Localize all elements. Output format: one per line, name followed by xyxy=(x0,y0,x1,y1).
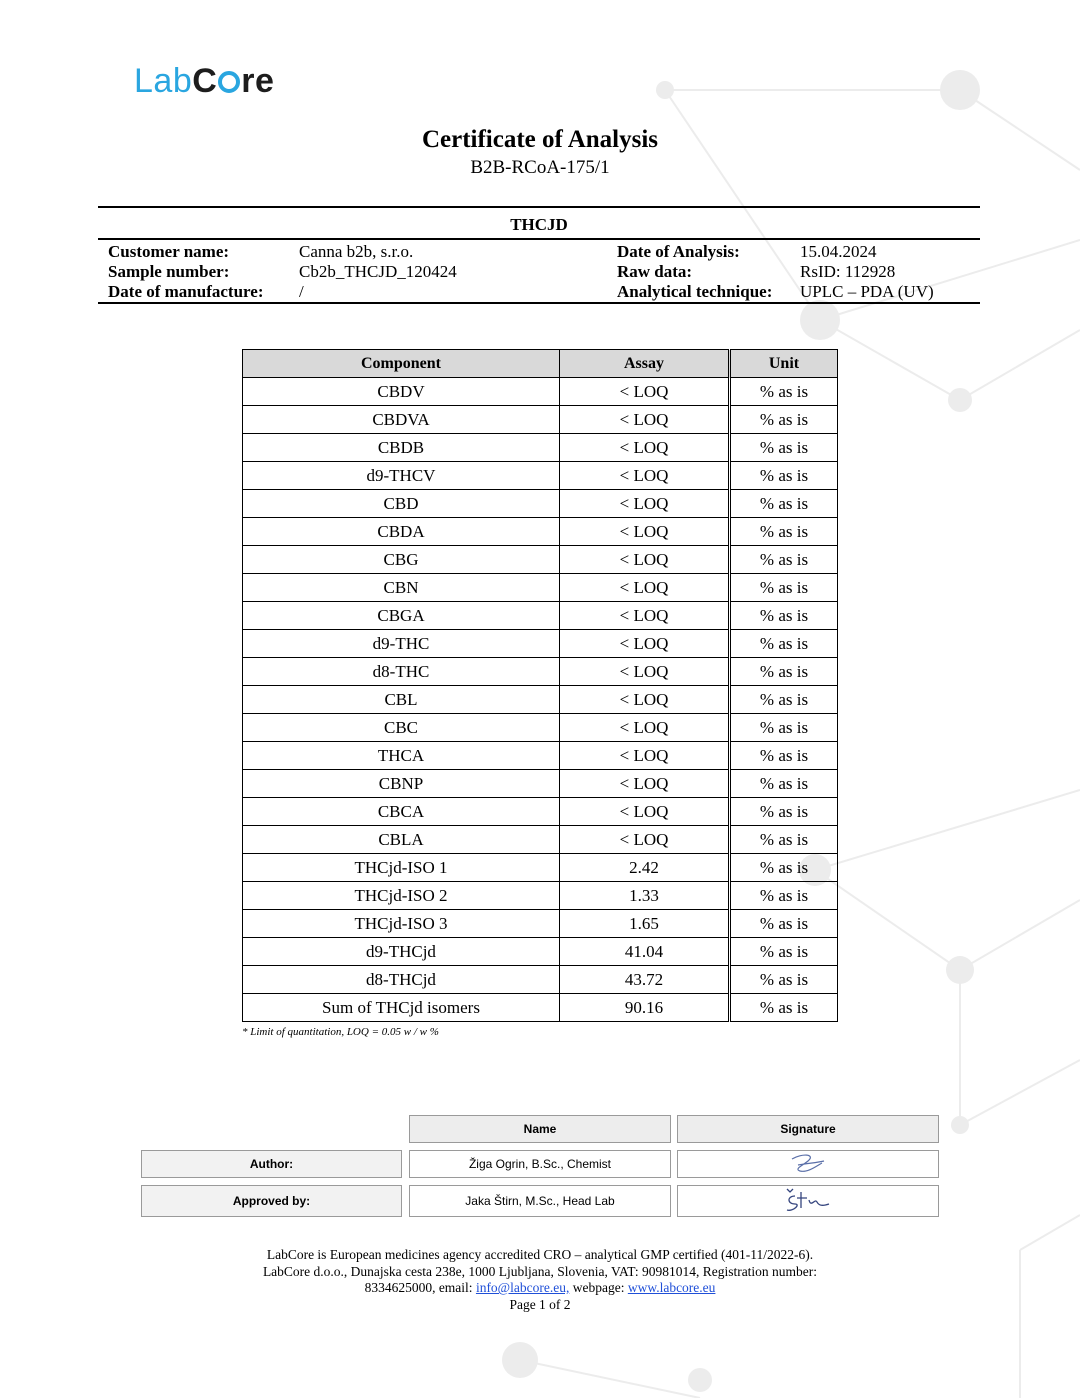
component-cell: CBG xyxy=(243,546,560,574)
sample-number-label: Sample number: xyxy=(108,262,230,281)
author-signature xyxy=(677,1150,939,1178)
assay-cell: 2.42 xyxy=(560,854,730,882)
assay-cell: < LOQ xyxy=(560,742,730,770)
unit-cell: % as is xyxy=(730,854,838,882)
footer-contact: 8334625000, email: info@labcore.eu, webpage: www.labcore.eu xyxy=(364,1280,716,1295)
author-signature-scribble-icon xyxy=(778,1151,838,1177)
table-row xyxy=(243,462,838,490)
unit-cell: % as is xyxy=(730,406,838,434)
product-name: THCJD xyxy=(510,215,568,234)
loq-footnote: * Limit of quantitation, LOQ = 0.05 w / w % xyxy=(242,1026,439,1038)
component-cell: CBCA xyxy=(243,798,560,826)
customer-value: Canna b2b, s.r.o. xyxy=(299,242,414,261)
table-row xyxy=(243,686,838,714)
component-cell: CBNP xyxy=(243,770,560,798)
certificate-code: B2B-RCoA-175/1 xyxy=(470,157,610,178)
table-row xyxy=(243,378,838,406)
unit-cell: % as is xyxy=(730,966,838,994)
footer-accreditation: LabCore is European medicines agency accredited CRO – analytical GMP certified (401-11/2022-6). xyxy=(266,1247,814,1262)
analysis-date-label: Date of Analysis: xyxy=(617,242,740,261)
component-cell: THCA xyxy=(243,742,560,770)
unit-cell: % as is xyxy=(730,546,838,574)
sample-number-value: Cb2b_THCJD_120424 xyxy=(299,262,457,281)
assay-cell: < LOQ xyxy=(560,770,730,798)
component-cell: CBLA xyxy=(243,826,560,854)
labcore-logo: LabC re xyxy=(134,62,275,100)
assay-cell: < LOQ xyxy=(560,602,730,630)
component-cell: d9-THC xyxy=(243,630,560,658)
technique-label: Analytical technique: xyxy=(617,282,773,301)
assay-cell: 43.72 xyxy=(560,966,730,994)
unit-cell: % as is xyxy=(730,378,838,406)
table-row xyxy=(243,630,838,658)
table-row xyxy=(243,518,838,546)
assay-cell: 1.65 xyxy=(560,910,730,938)
component-cell: CBC xyxy=(243,714,560,742)
assay-cell: 90.16 xyxy=(560,994,730,1022)
component-cell: CBGA xyxy=(243,602,560,630)
unit-cell: % as is xyxy=(730,882,838,910)
divider xyxy=(98,302,980,304)
assay-cell: 1.33 xyxy=(560,882,730,910)
component-cell: THCjd-ISO 3 xyxy=(243,910,560,938)
approved-signature xyxy=(677,1185,939,1217)
component-cell: CBDA xyxy=(243,518,560,546)
table-row xyxy=(243,406,838,434)
component-cell: THCjd-ISO 2 xyxy=(243,882,560,910)
unit-cell: % as is xyxy=(730,938,838,966)
unit-cell: % as is xyxy=(730,574,838,602)
unit-cell: % as is xyxy=(730,490,838,518)
column-header-unit: Unit xyxy=(730,350,838,378)
raw-data-label: Raw data: xyxy=(617,262,693,281)
assay-cell: 41.04 xyxy=(560,938,730,966)
unit-cell: % as is xyxy=(730,798,838,826)
unit-cell: % as is xyxy=(730,602,838,630)
manufacture-date-value: / xyxy=(299,282,304,301)
component-cell: CBDV xyxy=(243,378,560,406)
approved-signature-scribble-icon xyxy=(773,1186,843,1216)
column-header-component: Component xyxy=(243,350,560,378)
component-cell: CBN xyxy=(243,574,560,602)
table-row xyxy=(243,434,838,462)
author-label: Author: xyxy=(141,1150,402,1178)
table-row xyxy=(243,994,838,1022)
assay-cell: < LOQ xyxy=(560,462,730,490)
unit-cell: % as is xyxy=(730,630,838,658)
technique-value: UPLC – PDA (UV) xyxy=(800,282,934,301)
name-column-header: Name xyxy=(409,1115,671,1143)
component-cell: d8-THC xyxy=(243,658,560,686)
unit-cell: % as is xyxy=(730,518,838,546)
table-row xyxy=(243,938,838,966)
assay-cell: < LOQ xyxy=(560,490,730,518)
component-cell: CBDB xyxy=(243,434,560,462)
component-cell: Sum of THCjd isomers xyxy=(243,994,560,1022)
unit-cell: % as is xyxy=(730,742,838,770)
approved-name: Jaka Štirn, M.Sc., Head Lab xyxy=(409,1185,671,1217)
footer-address: LabCore d.o.o., Dunajska cesta 238e, 1000 Ljubljana, Slovenia, VAT: 90981014, Registration number: xyxy=(262,1263,818,1279)
analysis-date-value: 15.04.2024 xyxy=(800,242,877,261)
customer-label: Customer name: xyxy=(108,242,230,261)
unit-cell: % as is xyxy=(730,658,838,686)
column-header-assay: Assay xyxy=(560,350,730,378)
component-cell: THCjd-ISO 1 xyxy=(243,854,560,882)
unit-cell: % as is xyxy=(730,714,838,742)
table-row xyxy=(243,602,838,630)
unit-cell: % as is xyxy=(730,826,838,854)
unit-cell: % as is xyxy=(730,770,838,798)
table-row xyxy=(243,658,838,686)
assay-cell: < LOQ xyxy=(560,378,730,406)
table-row xyxy=(243,742,838,770)
component-cell: d8-THCjd xyxy=(243,966,560,994)
assay-cell: < LOQ xyxy=(560,630,730,658)
author-name: Žiga Ogrin, B.Sc., Chemist xyxy=(409,1150,671,1178)
table-row xyxy=(243,910,838,938)
email-link[interactable]: info@labcore.eu, xyxy=(475,1280,570,1295)
assay-cell: < LOQ xyxy=(560,714,730,742)
webpage-link[interactable]: www.labcore.eu xyxy=(627,1280,716,1295)
unit-cell: % as is xyxy=(730,462,838,490)
table-row xyxy=(243,798,838,826)
assay-cell: < LOQ xyxy=(560,826,730,854)
component-cell: CBL xyxy=(243,686,560,714)
approved-label: Approved by: xyxy=(141,1185,402,1217)
sample-info-block xyxy=(98,206,980,304)
unit-cell: % as is xyxy=(730,994,838,1022)
table-row xyxy=(243,770,838,798)
manufacture-date-label: Date of manufacture: xyxy=(108,282,264,301)
assay-cell: < LOQ xyxy=(560,686,730,714)
component-cell: CBD xyxy=(243,490,560,518)
logo-o-ring-icon xyxy=(218,71,240,93)
table-row xyxy=(243,826,838,854)
sample-info-grid xyxy=(98,240,980,302)
component-cell: CBDVA xyxy=(243,406,560,434)
assay-cell: < LOQ xyxy=(560,798,730,826)
assay-cell: < LOQ xyxy=(560,518,730,546)
page-footer xyxy=(0,1247,1080,1313)
unit-cell: % as is xyxy=(730,686,838,714)
component-cell: d9-THCV xyxy=(243,462,560,490)
table-row xyxy=(243,714,838,742)
assay-cell: < LOQ xyxy=(560,434,730,462)
results-table xyxy=(242,349,838,1022)
page-title: Certificate of Analysis xyxy=(421,126,659,153)
table-row xyxy=(243,966,838,994)
table-row xyxy=(243,490,838,518)
assay-cell: < LOQ xyxy=(560,406,730,434)
raw-data-value: RsID: 112928 xyxy=(800,262,896,281)
table-row xyxy=(243,546,838,574)
table-row xyxy=(243,882,838,910)
assay-cell: < LOQ xyxy=(560,658,730,686)
results-table-body xyxy=(243,378,838,1022)
table-header-row xyxy=(243,350,838,378)
assay-cell: < LOQ xyxy=(560,546,730,574)
signature-column-header: Signature xyxy=(677,1115,939,1143)
page-number: Page 1 of 2 xyxy=(509,1296,571,1312)
table-row xyxy=(243,574,838,602)
component-cell: d9-THCjd xyxy=(243,938,560,966)
unit-cell: % as is xyxy=(730,434,838,462)
unit-cell: % as is xyxy=(730,910,838,938)
table-row xyxy=(243,854,838,882)
assay-cell: < LOQ xyxy=(560,574,730,602)
